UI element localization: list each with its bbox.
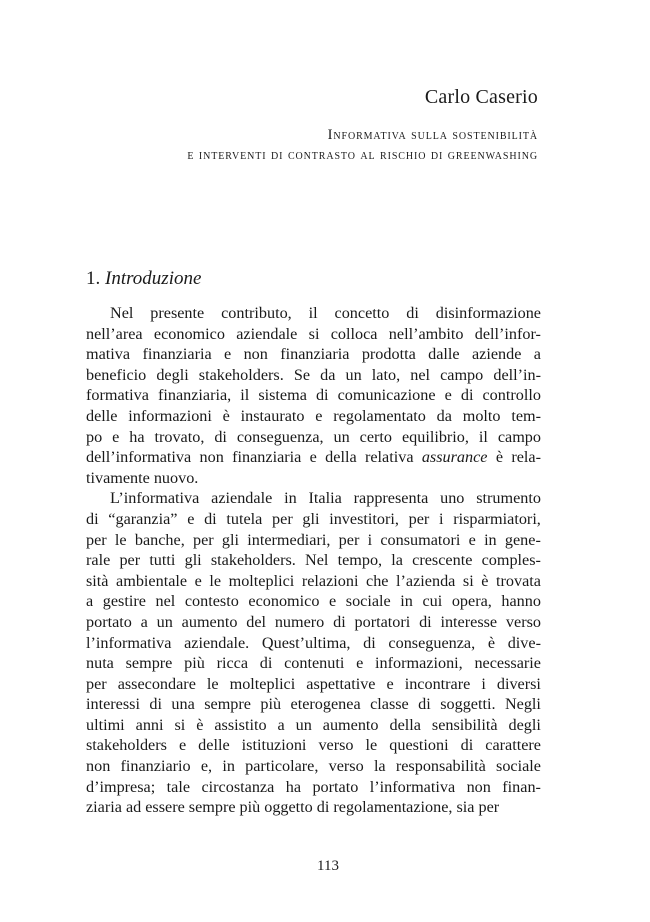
italic-term: assurance bbox=[421, 448, 488, 467]
text-line: delle informazioni è instaurato e regolamentato da molto tem- bbox=[86, 406, 541, 425]
chapter-title-line-2: e interventi di contrasto al rischio di greenwashing bbox=[187, 147, 538, 163]
section-title: Introduzione bbox=[105, 268, 202, 289]
text-line: dell’informativa non finanziaria e della relativa assurance è rela- bbox=[86, 448, 541, 467]
chapter-title-line-1: Informativa sulla sostenibilità bbox=[327, 127, 538, 143]
text-line: sità ambientale e le molteplici relazioni che l’azienda si è trovata bbox=[86, 571, 541, 590]
text-line: di “garanzia” e di tutela per gli investitori, per i risparmiatori, bbox=[86, 509, 541, 528]
body-text bbox=[86, 303, 541, 818]
page-number: 113 bbox=[317, 858, 339, 874]
section-heading bbox=[86, 268, 201, 290]
text-line: interessi di una sempre più eterogenea classe di soggetti. Negli bbox=[86, 695, 541, 714]
text-line: L’informativa aziendale in Italia rappresenta uno strumento bbox=[110, 489, 541, 508]
text-line: non finanziario e, in particolare, verso la responsabilità sociale bbox=[86, 757, 541, 776]
text-line: nell’area economico aziendale si colloca nell’ambito dell’infor- bbox=[86, 324, 541, 343]
chapter-title bbox=[187, 125, 538, 165]
section-number: 1. bbox=[86, 268, 101, 289]
text-line: per le banche, per gli intermediari, per i consumatori e in gene- bbox=[86, 530, 541, 549]
text-line: ziaria ad essere sempre più oggetto di regolamentazione, sia per bbox=[86, 798, 500, 817]
text-line: tivamente nuovo. bbox=[86, 468, 199, 487]
text-line: nuta sempre più ricca di contenuti e informazioni, necessarie bbox=[86, 654, 541, 673]
text-line: stakeholders e delle istituzioni verso le questioni di carattere bbox=[86, 736, 541, 755]
text-line: po e ha trovato, di conseguenza, un certo equilibrio, il campo bbox=[86, 427, 541, 446]
text-line: formativa finanziaria, il sistema di comunicazione e di controllo bbox=[86, 386, 541, 405]
text-line: ultimi anni si è assistito a un aumento della sensibilità degli bbox=[86, 715, 541, 734]
text-line: rale per tutti gli stakeholders. Nel tempo, la crescente comples- bbox=[86, 551, 541, 570]
text-line: l’informativa aziendale. Quest’ultima, di conseguenza, è dive- bbox=[86, 633, 541, 652]
text-line: beneficio degli stakeholders. Se da un lato, nel campo dell’in- bbox=[86, 365, 541, 384]
text-line: per assecondare le molteplici aspettative e incontrare i diversi bbox=[86, 674, 541, 693]
author-name: Carlo Caserio bbox=[424, 86, 538, 108]
text-line: portato a un aumento del numero di portatori di interesse verso bbox=[86, 612, 541, 631]
text-line: Nel presente contributo, il concetto di disinformazione bbox=[110, 304, 541, 322]
text-line: d’impresa; tale circostanza ha portato l’informativa non finan- bbox=[86, 777, 541, 796]
text-line: a gestire nel contesto economico e sociale in cui opera, hanno bbox=[86, 592, 541, 611]
text-line: mativa finanziaria e non finanziaria prodotta dalle aziende a bbox=[86, 345, 541, 364]
